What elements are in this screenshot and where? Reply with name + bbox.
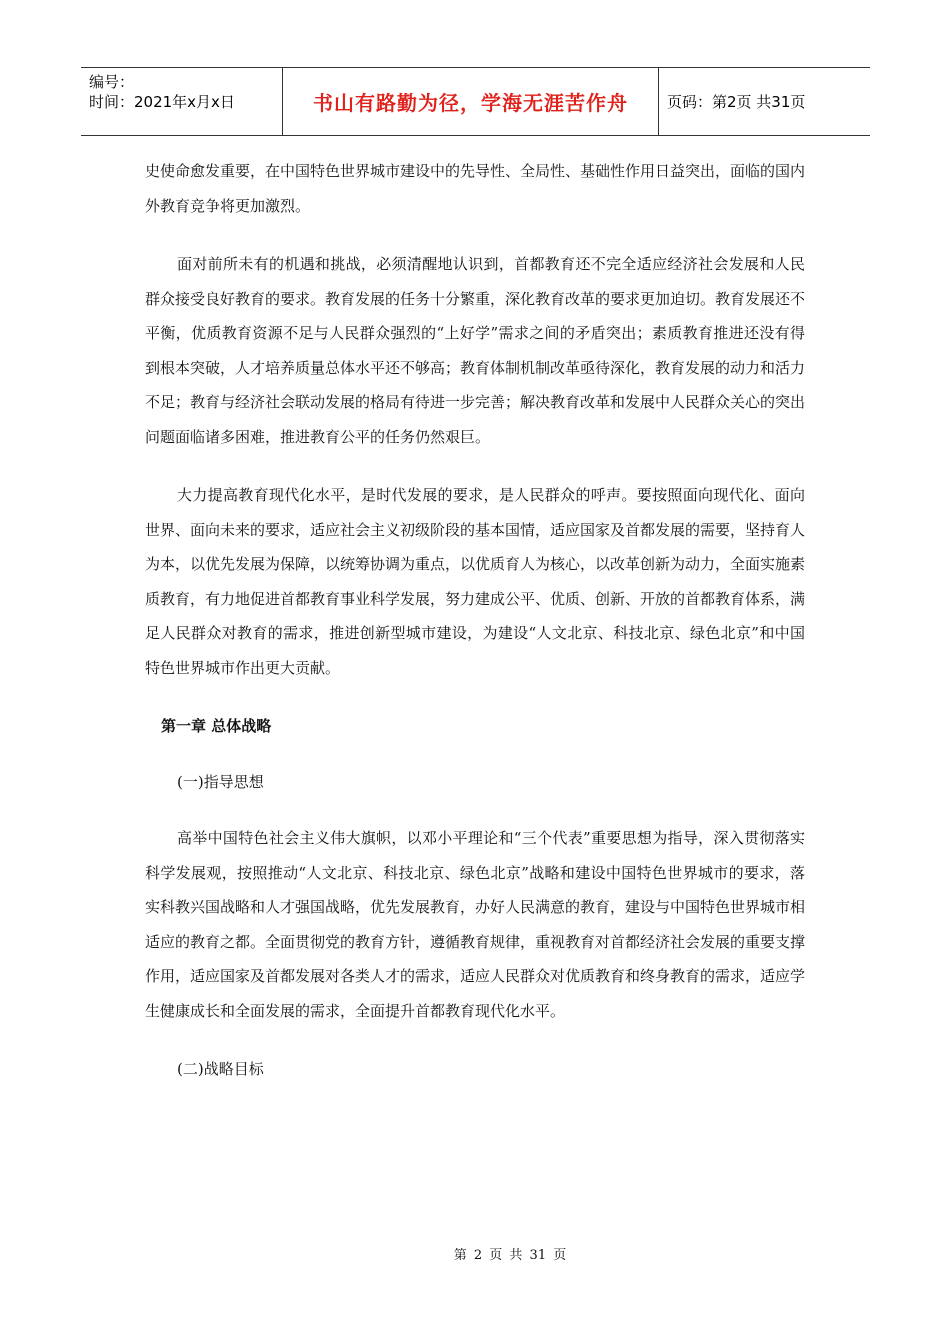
section-heading-guiding-ideology: (一)指导思想: [177, 773, 264, 791]
document-number-label: 编号：: [89, 73, 135, 91]
paragraph-modernization: 大力提高教育现代化水平，是时代发展的要求，是人民群众的呼声。要按照面向现代化、面向世界、面向未来的要求，适应社会主义初级阶段的基本国情，适应国家及首都发展的需要，坚持育人为本，以优先发展为保障，以统筹协调为重点，以优质育人为核心，以改革创新为动力，全面实施素质教育，有力地促进首都教育事业科学发展，努力建成公平、优质、创新、开放的首都教育体系，满足人民群众对教育的需求，推进创新型城市建设，为建设“人文北京、科技北京、绿色北京”和中国特色世界城市作出更大贡献。: [145, 486, 806, 677]
document-body: [145, 154, 805, 1108]
paragraph-continuation: 史使命愈发重要，在中国特色世界城市建设中的先导性、全局性、基础性作用日益突出，面临的国内外教育竞争将更加激烈。: [145, 162, 806, 215]
paragraph-guiding-ideology: 高举中国特色社会主义伟大旗帜，以邓小平理论和“三个代表”重要思想为指导，深入贯彻落实科学发展观，按照推动“人文北京、科技北京、绿色北京”战略和建设中国特色世界城市的要求，落实科教兴国战略和人才强国战略，优先发展教育，办好人民满意的教育，建设与中国特色世界城市相适应的教育之都。全面贯彻党的教育方针，遵循教育规律，重视教育对首都经济社会发展的重要支撑作用，适应国家及首都发展对各类人才的需求，适应人民群众对优质教育和终身教育的需求，适应学生健康成长和全面发展的需求，全面提升首都教育现代化水平。: [145, 829, 806, 1020]
chapter-heading: 第一章 总体战略: [161, 717, 272, 735]
page-footer: 第 2 页 共 31 页: [453, 1248, 567, 1263]
header-motto: 书山有路勤为径，学海无涯苦作舟: [283, 68, 659, 135]
section-heading-strategic-goals: (二)战略目标: [177, 1060, 264, 1078]
document-date-label: 时间：2021年x月x日: [89, 93, 235, 111]
header-meta: [81, 68, 283, 135]
header-page-info: 页码：第2页 共31页: [667, 93, 806, 111]
paragraph-challenges: 面对前所未有的机遇和挑战，必须清醒地认识到，首都教育还不完全适应经济社会发展和人民群众接受良好教育的要求。教育发展的任务十分繁重，深化教育改革的要求更加迫切。教育发展还不平衡，优质教育资源不足与人民群众强烈的“上好学”需求之间的矛盾突出；素质教育推进还没有得到根本突破，人才培养质量总体水平还不够高；教育体制机制改革亟待深化，教育发展的动力和活力不足；教育与经济社会联动发展的格局有待进一步完善；解决教育改革和发展中人民群众关心的突出问题面临诸多困难，推进教育公平的任务仍然艰巨。: [145, 255, 806, 446]
page-header: [81, 67, 870, 136]
